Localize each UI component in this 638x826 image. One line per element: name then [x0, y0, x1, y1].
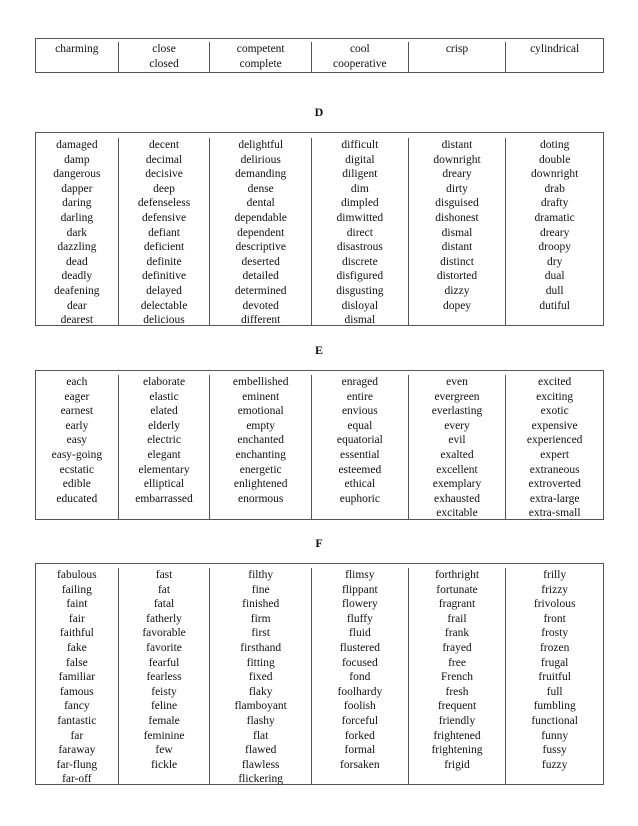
word-entry: faraway [58, 744, 96, 757]
word-entry: frizzy [541, 583, 569, 596]
word-entry: deep [153, 182, 175, 195]
word-entry: dense [247, 182, 274, 195]
word-entry: decimal [145, 153, 183, 166]
word-entry: exotic [540, 405, 569, 418]
word-entry: competent [236, 43, 285, 55]
word-entry: dirty [446, 182, 468, 195]
word-entry: dapper [61, 182, 93, 195]
word-column [311, 138, 408, 325]
word-entry: different [241, 314, 281, 327]
word-entry: difficult [341, 139, 379, 151]
word-entry: far-flung [56, 758, 98, 771]
word-entry: elated [150, 405, 178, 418]
word-entry: distorted [436, 270, 478, 283]
word-entry: easy [66, 434, 88, 447]
word-entry: far-off [62, 773, 92, 786]
word-entry: esteemed [338, 463, 382, 476]
word-entry: flickering [238, 773, 284, 786]
word-entry: deficient [143, 241, 185, 254]
word-entry: essential [340, 448, 380, 461]
word-entry: dreary [442, 168, 472, 181]
word-entry: dishonest [435, 211, 479, 224]
word-column [505, 138, 603, 325]
word-entry: discrete [341, 255, 378, 268]
word-entry: dismal [441, 226, 473, 239]
word-entry: disguised [435, 197, 479, 210]
word-entry: dental [246, 197, 275, 210]
word-entry: frivolous [533, 598, 576, 611]
word-entry: diligent [342, 168, 378, 181]
word-entry: forked [344, 729, 375, 742]
word-entry: delicious [143, 314, 185, 327]
word-entry: disloyal [341, 299, 379, 312]
word-entry: dearest [60, 314, 94, 327]
word-entry: excitable [436, 507, 478, 520]
word-entry: direct [346, 226, 373, 239]
section-heading-f: F [315, 536, 323, 550]
word-entry: dead [65, 255, 88, 268]
word-entry: disfigured [336, 270, 384, 283]
word-entry: energetic [239, 463, 282, 476]
word-entry: evergreen [434, 390, 480, 403]
word-entry: evil [448, 434, 466, 447]
word-entry: fatal [153, 598, 175, 611]
word-entry: dimpled [340, 197, 379, 210]
word-entry: darling [60, 211, 94, 224]
word-entry: flippant [341, 583, 378, 596]
word-entry: demanding [235, 168, 287, 181]
word-entry: funny [541, 729, 569, 742]
word-entry: fearless [146, 671, 182, 684]
word-entry: feminine [143, 729, 185, 742]
word-entry: elaborate [142, 376, 186, 388]
word-entry: disgusting [336, 284, 384, 297]
word-entry: far [70, 729, 84, 742]
word-entry: defiant [148, 226, 180, 239]
word-entry: fake [66, 641, 87, 654]
word-entry: feline [150, 700, 178, 713]
word-entry: fresh [445, 685, 469, 698]
word-entry: frigid [444, 758, 470, 771]
word-entry: exciting [536, 390, 574, 403]
word-entry: excellent [436, 463, 478, 476]
word-entry: extroverted [528, 478, 581, 491]
word-entry: fair [68, 612, 85, 625]
word-entry: frank [444, 627, 470, 640]
word-entry: failing [61, 583, 92, 596]
word-entry: deafening [54, 284, 100, 297]
word-entry: dangerous [53, 168, 101, 181]
word-entry: earnest [60, 405, 94, 418]
word-entry: frilly [543, 569, 567, 581]
word-entry: foolish [343, 700, 376, 713]
word-entry: embarrassed [135, 492, 193, 505]
word-entry: female [148, 714, 180, 727]
word-entry: dependent [237, 226, 285, 239]
word-entry: electric [147, 434, 181, 447]
word-table-c [35, 38, 604, 73]
word-column [209, 568, 311, 784]
word-entry: fat [157, 583, 171, 596]
word-column [311, 568, 408, 784]
word-entry: firm [250, 612, 271, 625]
word-column [36, 375, 118, 519]
word-entry: daring [62, 197, 92, 210]
word-entry: dimwitted [336, 211, 384, 224]
word-entry: descriptive [235, 241, 286, 254]
word-entry: excited [538, 376, 572, 388]
word-entry: fluffy [346, 612, 373, 625]
word-table-f [35, 563, 604, 785]
word-entry: extra-large [529, 492, 580, 505]
word-entry: fabulous [57, 569, 97, 581]
word-column [36, 42, 118, 72]
word-column [311, 375, 408, 519]
word-entry: dry [546, 255, 563, 268]
word-entry: fixed [248, 671, 273, 684]
word-entry: dizzy [444, 284, 470, 297]
word-entry: fluid [348, 627, 371, 640]
word-entry: dull [545, 284, 564, 297]
word-entry: famous [59, 685, 94, 698]
word-column [505, 568, 603, 784]
word-entry: free [448, 656, 466, 669]
word-entry: fragrant [438, 598, 476, 611]
word-entry: flat [253, 729, 269, 742]
word-column [408, 375, 506, 519]
word-entry: close [152, 43, 176, 55]
word-entry: dark [66, 226, 88, 239]
word-entry: expensive [531, 419, 578, 432]
word-entry: every [444, 419, 470, 432]
word-column [408, 42, 506, 72]
word-entry: flamboyant [234, 700, 287, 713]
word-entry: easy-going [51, 448, 103, 461]
word-column [36, 568, 118, 784]
word-entry: dopey [442, 299, 472, 312]
word-entry: dismal [344, 314, 376, 327]
word-entry: elegant [147, 448, 181, 461]
word-entry: fast [155, 569, 173, 581]
word-entry: front [543, 612, 566, 625]
word-entry: flaky [248, 685, 273, 698]
word-entry: defensive [142, 211, 187, 224]
word-entry: delirious [240, 153, 281, 166]
word-entry: finished [242, 598, 280, 611]
word-entry: foolhardy [337, 685, 383, 698]
word-column [118, 138, 210, 325]
word-entry: forthright [434, 569, 480, 581]
word-entry: frightened [433, 729, 481, 742]
word-entry: cool [349, 43, 370, 55]
word-entry: exemplary [432, 478, 482, 491]
word-entry: determined [234, 284, 287, 297]
word-entry: edible [62, 478, 91, 491]
word-entry: fuzzy [541, 758, 568, 771]
word-column [209, 42, 311, 72]
word-entry: frozen [539, 641, 570, 654]
word-entry: euphoric [339, 492, 380, 505]
word-entry: devoted [242, 299, 279, 312]
word-entry: fond [349, 671, 371, 684]
word-entry: first [251, 627, 270, 640]
word-column [311, 42, 408, 72]
word-entry: filthy [248, 569, 274, 581]
word-entry: flustered [339, 641, 380, 654]
word-entry: fortunate [436, 583, 478, 596]
word-entry: definite [146, 255, 182, 268]
word-entry: forsaken [340, 758, 380, 771]
word-entry: frightening [431, 744, 483, 757]
word-entry: dual [544, 270, 565, 283]
word-entry: dreary [539, 226, 570, 239]
word-entry: elementary [138, 463, 190, 476]
word-entry: downright [531, 168, 579, 181]
word-entry: extraneous [529, 463, 580, 476]
section-heading-e: E [314, 343, 323, 357]
word-entry: ethical [344, 478, 376, 491]
word-entry: fruitful [538, 671, 571, 684]
word-entry: firsthand [240, 641, 282, 654]
word-column [209, 375, 311, 519]
word-entry: dependable [234, 211, 287, 224]
word-entry: feisty [151, 685, 177, 698]
word-entry: educated [56, 492, 98, 505]
word-table-e [35, 370, 604, 520]
word-entry: ecstatic [59, 463, 95, 476]
word-entry: enchanting [235, 448, 286, 461]
word-entry: faithful [59, 627, 94, 640]
word-entry: equatorial [336, 434, 383, 447]
word-entry: cylindrical [530, 43, 580, 55]
word-entry: dazzling [57, 241, 97, 254]
word-entry: drab [544, 182, 565, 195]
word-entry: fatherly [146, 612, 182, 625]
word-entry: false [65, 656, 88, 669]
word-entry: definitive [142, 270, 187, 283]
word-entry: frail [447, 612, 467, 625]
word-entry: friendly [438, 714, 476, 727]
word-entry: exhausted [434, 492, 480, 505]
word-entry: frequent [437, 700, 477, 713]
word-entry: deadly [61, 270, 93, 283]
word-entry: favorable [142, 627, 186, 640]
word-entry: favorite [146, 641, 182, 654]
word-entry: entire [346, 390, 373, 403]
word-entry: delightful [238, 139, 284, 151]
word-entry: enchanted [237, 434, 284, 447]
word-entry: fantastic [57, 714, 97, 727]
word-entry: frosty [541, 627, 569, 640]
word-entry: eminent [242, 390, 280, 403]
word-column [209, 138, 311, 325]
word-entry: experienced [526, 434, 583, 447]
word-entry: fearful [148, 656, 180, 669]
word-column [505, 42, 603, 72]
word-entry: drafty [540, 197, 569, 210]
word-entry: early [65, 419, 89, 432]
word-entry: complete [239, 57, 282, 70]
word-entry: fumbling [533, 700, 576, 713]
word-entry: faint [66, 598, 88, 611]
word-entry: eager [64, 390, 90, 403]
word-entry: distant [441, 139, 473, 151]
word-entry: forceful [341, 714, 379, 727]
word-entry: emotional [237, 405, 284, 418]
word-entry: functional [531, 714, 578, 727]
word-entry: formal [344, 744, 376, 757]
word-entry: fickle [150, 758, 178, 771]
word-entry: deserted [241, 255, 280, 268]
word-entry: each [66, 376, 88, 388]
word-entry: enraged [341, 376, 379, 388]
word-entry: flowery [341, 598, 378, 611]
word-entry: delayed [146, 284, 182, 297]
word-entry: envious [341, 405, 378, 418]
word-entry: familiar [58, 671, 96, 684]
word-entry: charming [55, 43, 99, 55]
word-entry: empty [246, 419, 276, 432]
word-entry: flawed [245, 744, 277, 757]
word-entry: few [155, 744, 173, 757]
word-entry: fitting [246, 656, 275, 669]
word-entry: crisp [445, 43, 469, 55]
word-entry: delectable [140, 299, 188, 312]
word-entry: dim [350, 182, 369, 195]
word-entry: flimsy [345, 569, 375, 581]
word-entry: droopy [538, 241, 571, 254]
word-entry: detailed [242, 270, 279, 283]
word-entry: fancy [64, 700, 90, 713]
word-entry: everlasting [431, 405, 483, 418]
word-entry: embellished [232, 376, 289, 388]
word-entry: enormous [238, 492, 284, 505]
word-entry: fussy [542, 744, 567, 757]
word-entry: distant [441, 241, 473, 254]
word-entry: damaged [56, 139, 98, 151]
word-entry: full [546, 685, 563, 698]
word-column [118, 375, 210, 519]
word-column [36, 138, 118, 325]
word-entry: dutiful [539, 299, 570, 312]
word-entry: damp [64, 153, 90, 166]
word-entry: dramatic [534, 211, 575, 224]
word-entry: elderly [148, 419, 180, 432]
word-entry: fine [251, 583, 270, 596]
word-entry: closed [149, 57, 179, 70]
word-entry: exalted [440, 448, 474, 461]
word-entry: expert [540, 448, 570, 461]
word-column [118, 568, 210, 784]
word-entry: decent [149, 139, 180, 151]
word-column [408, 568, 506, 784]
word-entry: flawless [241, 758, 280, 771]
word-entry: frayed [442, 641, 472, 654]
word-entry: disastrous [336, 241, 383, 254]
word-entry: decisive [145, 168, 183, 181]
word-column [408, 138, 506, 325]
word-entry: equal [347, 419, 373, 432]
word-entry: frugal [540, 656, 569, 669]
word-entry: double [539, 153, 571, 166]
word-entry: defenseless [137, 197, 191, 210]
word-entry: elliptical [143, 478, 185, 491]
word-entry: extra-small [528, 507, 581, 520]
word-entry: doting [539, 139, 570, 151]
section-heading-d: D [314, 105, 324, 119]
word-entry: elastic [149, 390, 179, 403]
word-entry: digital [345, 153, 375, 166]
word-entry: enlightened [233, 478, 288, 491]
word-entry: dear [66, 299, 87, 312]
word-column [505, 375, 603, 519]
word-entry: flashy [246, 714, 275, 727]
word-entry: even [446, 376, 468, 388]
word-entry: downright [433, 153, 481, 166]
word-entry: focused [341, 656, 378, 669]
word-column [118, 42, 210, 72]
word-entry: cooperative [333, 57, 387, 70]
word-entry: distinct [440, 255, 474, 268]
word-entry: French [441, 671, 473, 684]
word-table-d [35, 132, 604, 326]
